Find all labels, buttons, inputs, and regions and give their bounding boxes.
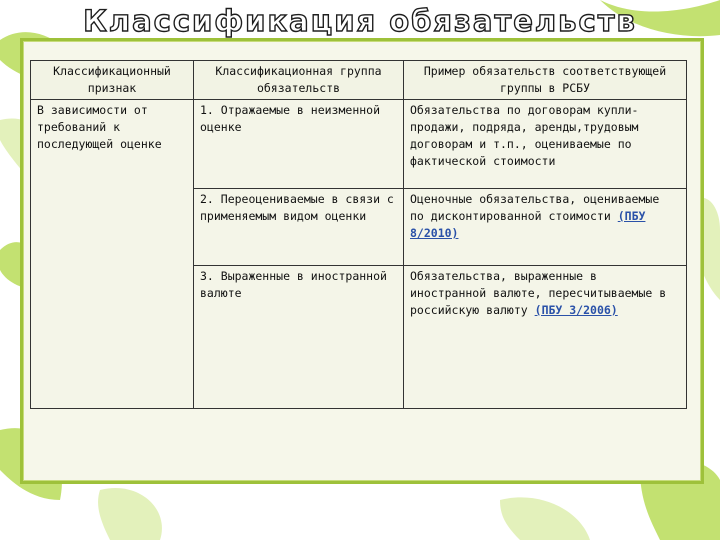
example-text: Обязательства, выраженные в иностранной валюте, пересчитываемые в российскую валюту [410,269,667,317]
group-cell: 1. Отражаемые в неизменной оценке [194,100,404,189]
standard-link-pbu-3[interactable]: (ПБУ 3/2006) [534,303,618,317]
header-group: Классификационная группа обязательств [194,61,404,100]
group-cell: 3. Выраженные в иностранной валюте [194,266,404,409]
table-header-row [31,61,687,100]
classification-table [30,60,687,409]
example-cell [404,189,687,266]
example-text: Оценочные обязательства, оцениваемые по дисконтированной стоимости [410,192,660,223]
table-row [31,100,687,189]
example-text: Обязательства по договорам купли-продажи, подряда, аренды,трудовым договорам и т.п., оцениваемые по фактической стоимости [410,103,639,168]
header-example: Пример обязательств соответствующей группы в РСБУ [404,61,687,100]
group-cell: 2. Переоцениваемые в связи с применяемым видом оценки [194,189,404,266]
example-cell [404,100,687,189]
slide-title: Классификация обязательств [83,4,637,38]
header-criterion: Классификационный признак [31,61,194,100]
criterion-cell: В зависимости от требований к последующей оценке [31,100,194,409]
standard-link-pbu-8[interactable]: (ПБУ 8/2010) [410,209,646,240]
example-cell [404,266,687,409]
